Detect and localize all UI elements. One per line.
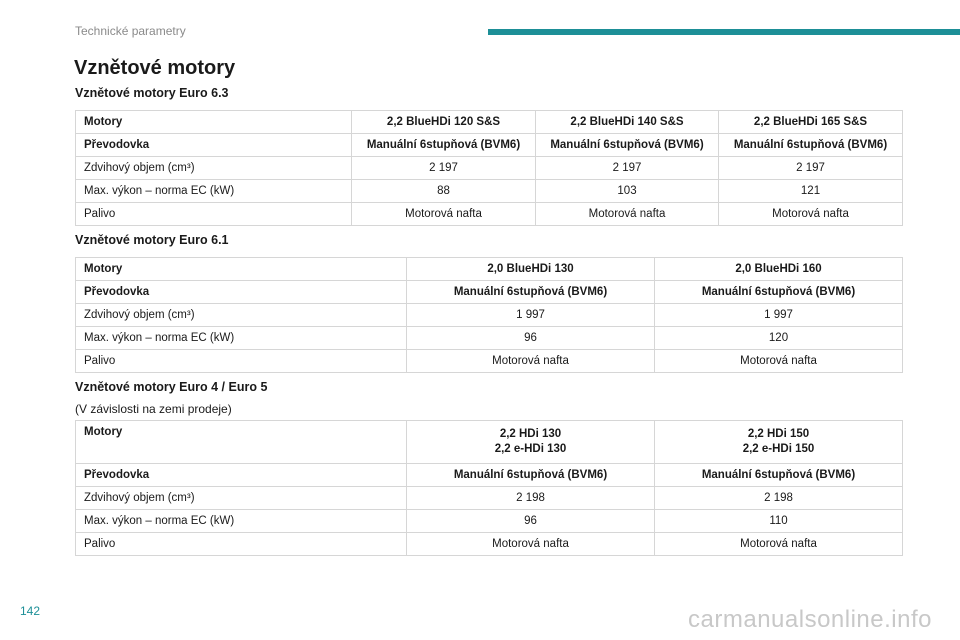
- watermark: carmanualsonline.info: [688, 606, 932, 633]
- table-cell: Motorová nafta: [352, 203, 536, 226]
- table-cell: Manuální 6stupňová (BVM6): [407, 281, 655, 304]
- table-cell: 2 197: [719, 157, 903, 180]
- table-row: [76, 203, 903, 226]
- table-row: [76, 134, 903, 157]
- table-row: [76, 304, 903, 327]
- table-cell: Motorová nafta: [655, 533, 903, 556]
- table-cell: 2 197: [536, 157, 719, 180]
- table-cell: 88: [352, 180, 536, 203]
- table-cell: Převodovka: [76, 134, 352, 157]
- table-cell: Manuální 6stupňová (BVM6): [655, 464, 903, 487]
- table-row: [76, 180, 903, 203]
- table-cell: 2,2 BlueHDi 120 S&S: [352, 111, 536, 134]
- section-heading-euro-6-3: Vznětové motory Euro 6.3: [75, 86, 229, 100]
- table-cell: 2 198: [407, 487, 655, 510]
- table-row: [76, 157, 903, 180]
- table-cell: Manuální 6stupňová (BVM6): [407, 464, 655, 487]
- section-heading-euro-6-1: Vznětové motory Euro 6.1: [75, 233, 229, 247]
- table-row: [76, 350, 903, 373]
- table-cell: 96: [407, 327, 655, 350]
- table-cell: Zdvihový objem (cm³): [76, 304, 407, 327]
- table-cell: 2,2 HDi 130 2,2 e-HDi 130: [407, 421, 655, 464]
- section-label: Technické parametry: [75, 24, 186, 38]
- table-cell: 2,2 HDi 150 2,2 e-HDi 150: [655, 421, 903, 464]
- table-cell: Převodovka: [76, 464, 407, 487]
- table-cell: Max. výkon – norma EC (kW): [76, 327, 407, 350]
- table-cell: Manuální 6stupňová (BVM6): [655, 281, 903, 304]
- table-cell: Motorová nafta: [536, 203, 719, 226]
- section-heading-euro-4-5: Vznětové motory Euro 4 / Euro 5: [75, 380, 268, 394]
- table-cell: Palivo: [76, 350, 407, 373]
- table-cell: Manuální 6stupňová (BVM6): [352, 134, 536, 157]
- table-cell: Palivo: [76, 203, 352, 226]
- table-row: [76, 327, 903, 350]
- table-cell: Manuální 6stupňová (BVM6): [719, 134, 903, 157]
- table-row: [76, 510, 903, 533]
- table-cell: Motorová nafta: [719, 203, 903, 226]
- table-row: [76, 111, 903, 134]
- table-cell: 2,0 BlueHDi 160: [655, 258, 903, 281]
- table-cell: Max. výkon – norma EC (kW): [76, 510, 407, 533]
- table-cell: Motorová nafta: [655, 350, 903, 373]
- table-row: [76, 281, 903, 304]
- table-cell: 103: [536, 180, 719, 203]
- table-cell: 2 198: [655, 487, 903, 510]
- table-cell: 2,2 BlueHDi 140 S&S: [536, 111, 719, 134]
- table-cell: 96: [407, 510, 655, 533]
- table-cell: 2,0 BlueHDi 130: [407, 258, 655, 281]
- table-cell: Motory: [76, 421, 407, 464]
- spec-table-euro-4-5: [75, 420, 903, 556]
- table-cell: Manuální 6stupňová (BVM6): [536, 134, 719, 157]
- table-cell: Palivo: [76, 533, 407, 556]
- table-cell: 2,2 BlueHDi 165 S&S: [719, 111, 903, 134]
- table-row: [76, 533, 903, 556]
- table-cell: 120: [655, 327, 903, 350]
- spec-table-euro-6-3: [75, 110, 903, 226]
- table-cell: Motorová nafta: [407, 533, 655, 556]
- page-number: 142: [20, 604, 41, 618]
- table-cell: Motorová nafta: [407, 350, 655, 373]
- table-cell: Max. výkon – norma EC (kW): [76, 180, 352, 203]
- table-cell: 121: [719, 180, 903, 203]
- country-note: (V závislosti na zemi prodeje): [75, 402, 232, 416]
- table-cell: 1 997: [655, 304, 903, 327]
- table-row: [76, 258, 903, 281]
- table-cell: 2 197: [352, 157, 536, 180]
- table-cell: 1 997: [407, 304, 655, 327]
- table-cell: Motory: [76, 111, 352, 134]
- spec-table-euro-6-1: [75, 257, 903, 373]
- table-cell: Převodovka: [76, 281, 407, 304]
- table-cell: Zdvihový objem (cm³): [76, 157, 352, 180]
- table-cell: 110: [655, 510, 903, 533]
- header-accent-bar: [488, 29, 960, 35]
- table-cell: Motory: [76, 258, 407, 281]
- page-title: Vznětové motory: [74, 57, 236, 79]
- table-row: [76, 464, 903, 487]
- table-row: [76, 487, 903, 510]
- table-cell: Zdvihový objem (cm³): [76, 487, 407, 510]
- table-row: [76, 421, 903, 464]
